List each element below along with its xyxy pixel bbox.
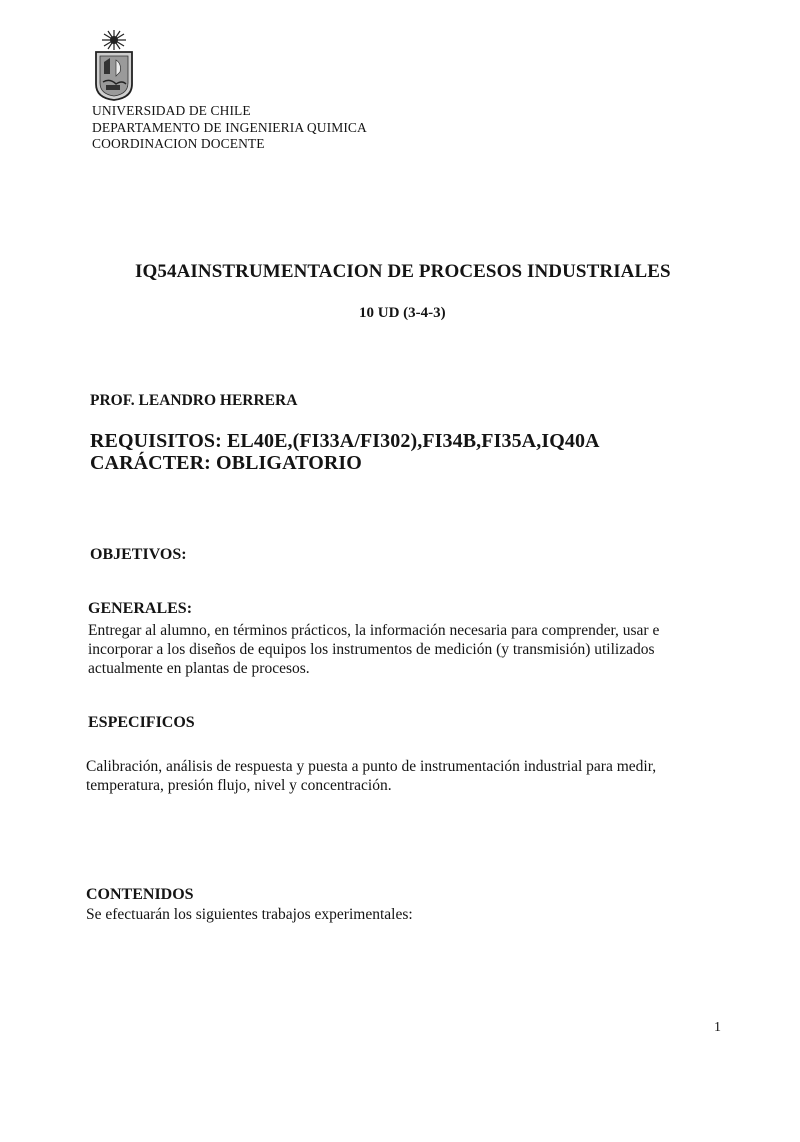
specific-objectives-heading: ESPECIFICOS [88, 714, 195, 731]
objectives-heading: OBJETIVOS: [90, 546, 187, 563]
coordination-name: COORDINACION DOCENTE [92, 136, 265, 151]
department-name: DEPARTAMENTO DE INGENIERIA QUIMICA [92, 120, 367, 135]
general-objectives-line-2: incorporar a los diseños de equipos los instrumentos de medición (y transmisión) utilizados [88, 641, 655, 658]
contents-text: Se efectuarán los siguientes trabajos experimentales: [86, 906, 413, 923]
university-crest-icon [88, 28, 140, 102]
university-name: UNIVERSIDAD DE CHILE [92, 103, 251, 118]
general-objectives-line-3: actualmente en plantas de procesos. [88, 660, 310, 677]
general-objectives-heading: GENERALES: [88, 600, 193, 617]
course-character: CARÁCTER: OBLIGATORIO [90, 452, 362, 474]
page-number: 1 [714, 1020, 721, 1035]
general-objectives-line-1: Entregar al alumno, en términos prácticos, la información necesaria para comprender, usar e [88, 622, 660, 639]
contents-heading: CONTENIDOS [86, 886, 194, 903]
specific-objectives-line-1: Calibración, análisis de respuesta y puesta a punto de instrumentación industrial para medir, [86, 758, 657, 775]
requirements: REQUISITOS: EL40E,(FI33A/FI302),FI34B,FI35A,IQ40A [90, 430, 600, 452]
course-title: IQ54AINSTRUMENTACION DE PROCESOS INDUSTRIALES [135, 261, 671, 282]
professor: PROF. LEANDRO HERRERA [90, 392, 298, 409]
course-units: 10 UD (3-4-3) [359, 305, 446, 321]
specific-objectives-line-2: temperatura, presión flujo, nivel y concentración. [86, 777, 392, 794]
